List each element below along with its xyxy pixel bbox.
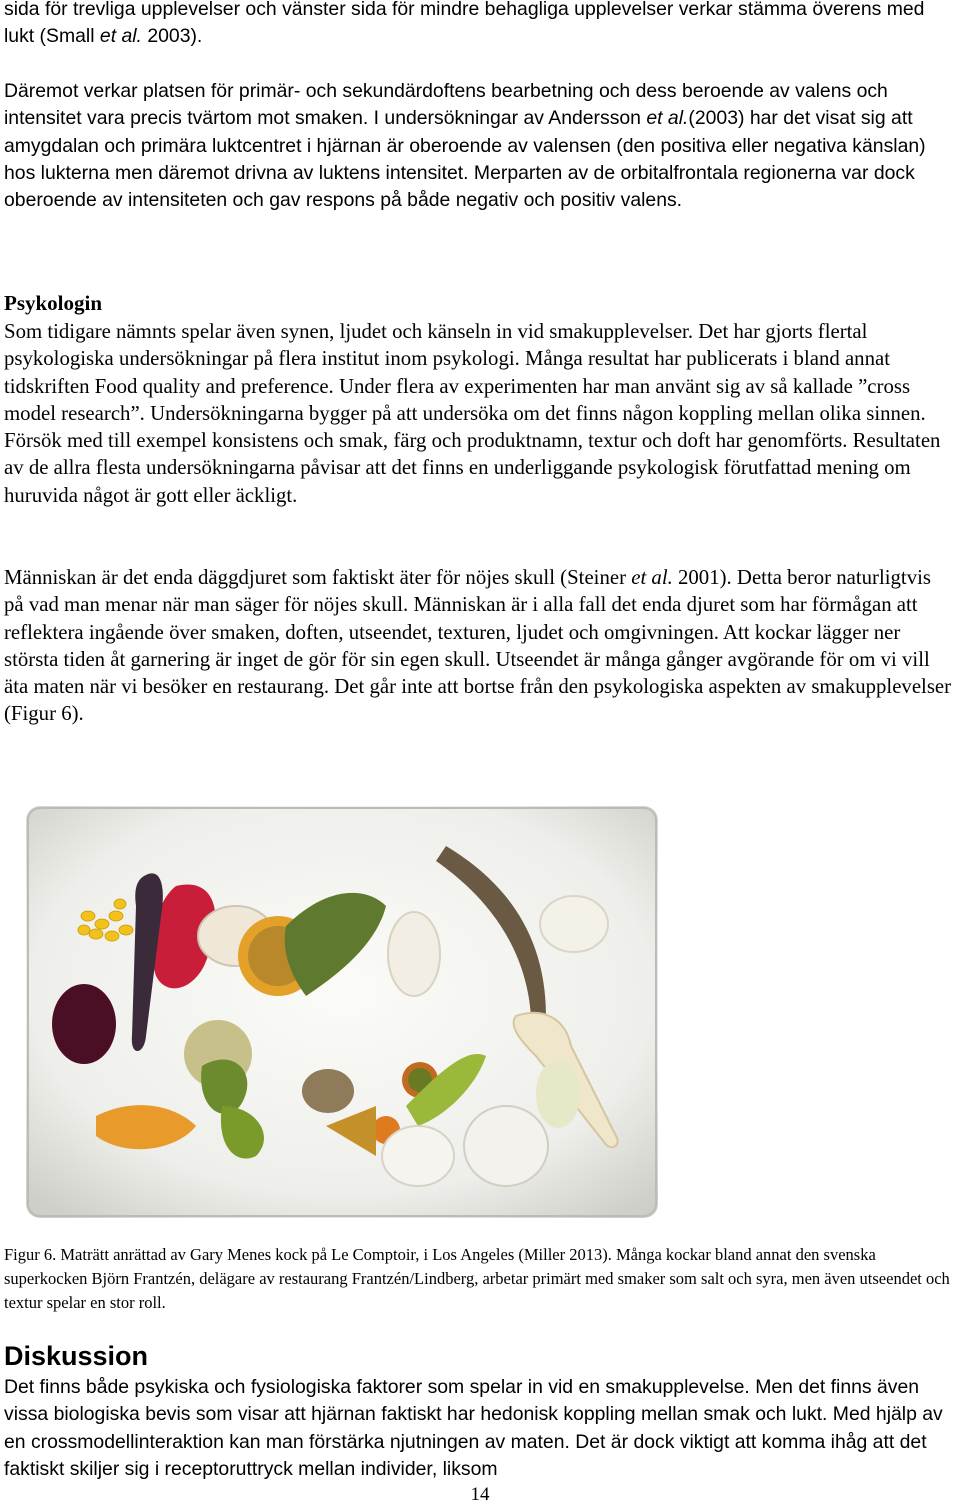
page-number: 14 [470,1484,490,1505]
paragraph-psykologin: Som tidigare nämnts spelar även synen, ljudet och känseln in vid smakupplevelser. Det har gjorts flertal psykologiska undersökningar på flera institut inom psykologi. Många resultat har publicerats i bland annat tidskriften Food quality and preference. Under flera av experimenten har man använt sig av så kallade ”cross model research”. Undersökningarna bygger på att undersöka om det finns någon koppling mellan olika sinnen. Försök med till exempel konsistens och smak, färg och produktnamn, textur och doft har genomförts. Resultaten av de allra flesta undersökningarna påvisar att det finns en underliggande psykologisk förutfattad mening om huruvida något är gott eller äckligt. [4,320,941,507]
food-plate-photo [26,806,658,1218]
paragraph-andersson: Däremot verkar platsen för primär- och sekundärdoftens bearbetning och dess beroende av valens och intensitet vara precis tvärtom mot smaken. I undersökningar av Andersson et al.(2003) har det visat sig att amygdalan och primära luktcentret i hjärnan är oberoende av valensen (den positiva eller negativa känslan) hos lukterna men däremot drivna av luktens intensitet. Merparten av de orbitalfrontala regionerna var dock oberoende av intensiteten och gav respons på både negativ och positiv valens. [4,80,926,212]
paragraph-diskussion: Det finns både psykiska och fysiologiska faktorer som spelar in vid en smakupplevelse. Men det finns även vissa biologiska bevis som visar att hjärnan faktiskt har hedonisk koppling mellan smak och lukt. Med hjälp av en crossmodellinteraktion kan man förstärka njutningen av maten. Det är dock viktigt att komma ihåg att det faktiskt skiljer sig i receptoruttryck mellan individer, liksom [4,1376,943,1480]
paragraph-small-reference: sida för trevliga upplevelser och vänster sida för mindre behagliga upplevelser verkar stämma överens med lukt (Small et al. 2003). [4,0,925,48]
heading-psykologin: Psykologin [4,291,103,315]
heading-diskussion: Diskussion [4,1341,149,1371]
figure-caption: Figur 6. Maträtt anrättad av Gary Menes kock på Le Comptoir, i Los Angeles (Miller 2013). Många kockar bland annat den svenska superkocken Björn Frantzén, delägare av restaurang Frantzén/Lindberg, arbetar primärt med smaker som salt och syra, men även utseendet och textur spelar en stor roll. [4,1245,950,1312]
paragraph-manniskan: Människan är det enda däggdjuret som faktiskt äter för nöjes skull (Steiner et al. 2001). Detta beror naturligtvis på vad man menar när man säger för nöjes skull. Människan är i alla fall det enda djuret som har förmågan att reflektera ingående över smaken, doften, utseendet, texturen, ljudet och omgivningen. Att kockar lägger ner största tiden åt garnering är inget de gör för sin egen skull. Utseendet är många gånger avgörande för om vi vill äta maten när vi besöker en restaurang. Det går inte att bortse från den psykologiska aspekten av smakupplevelser (Figur 6). [4,566,952,726]
